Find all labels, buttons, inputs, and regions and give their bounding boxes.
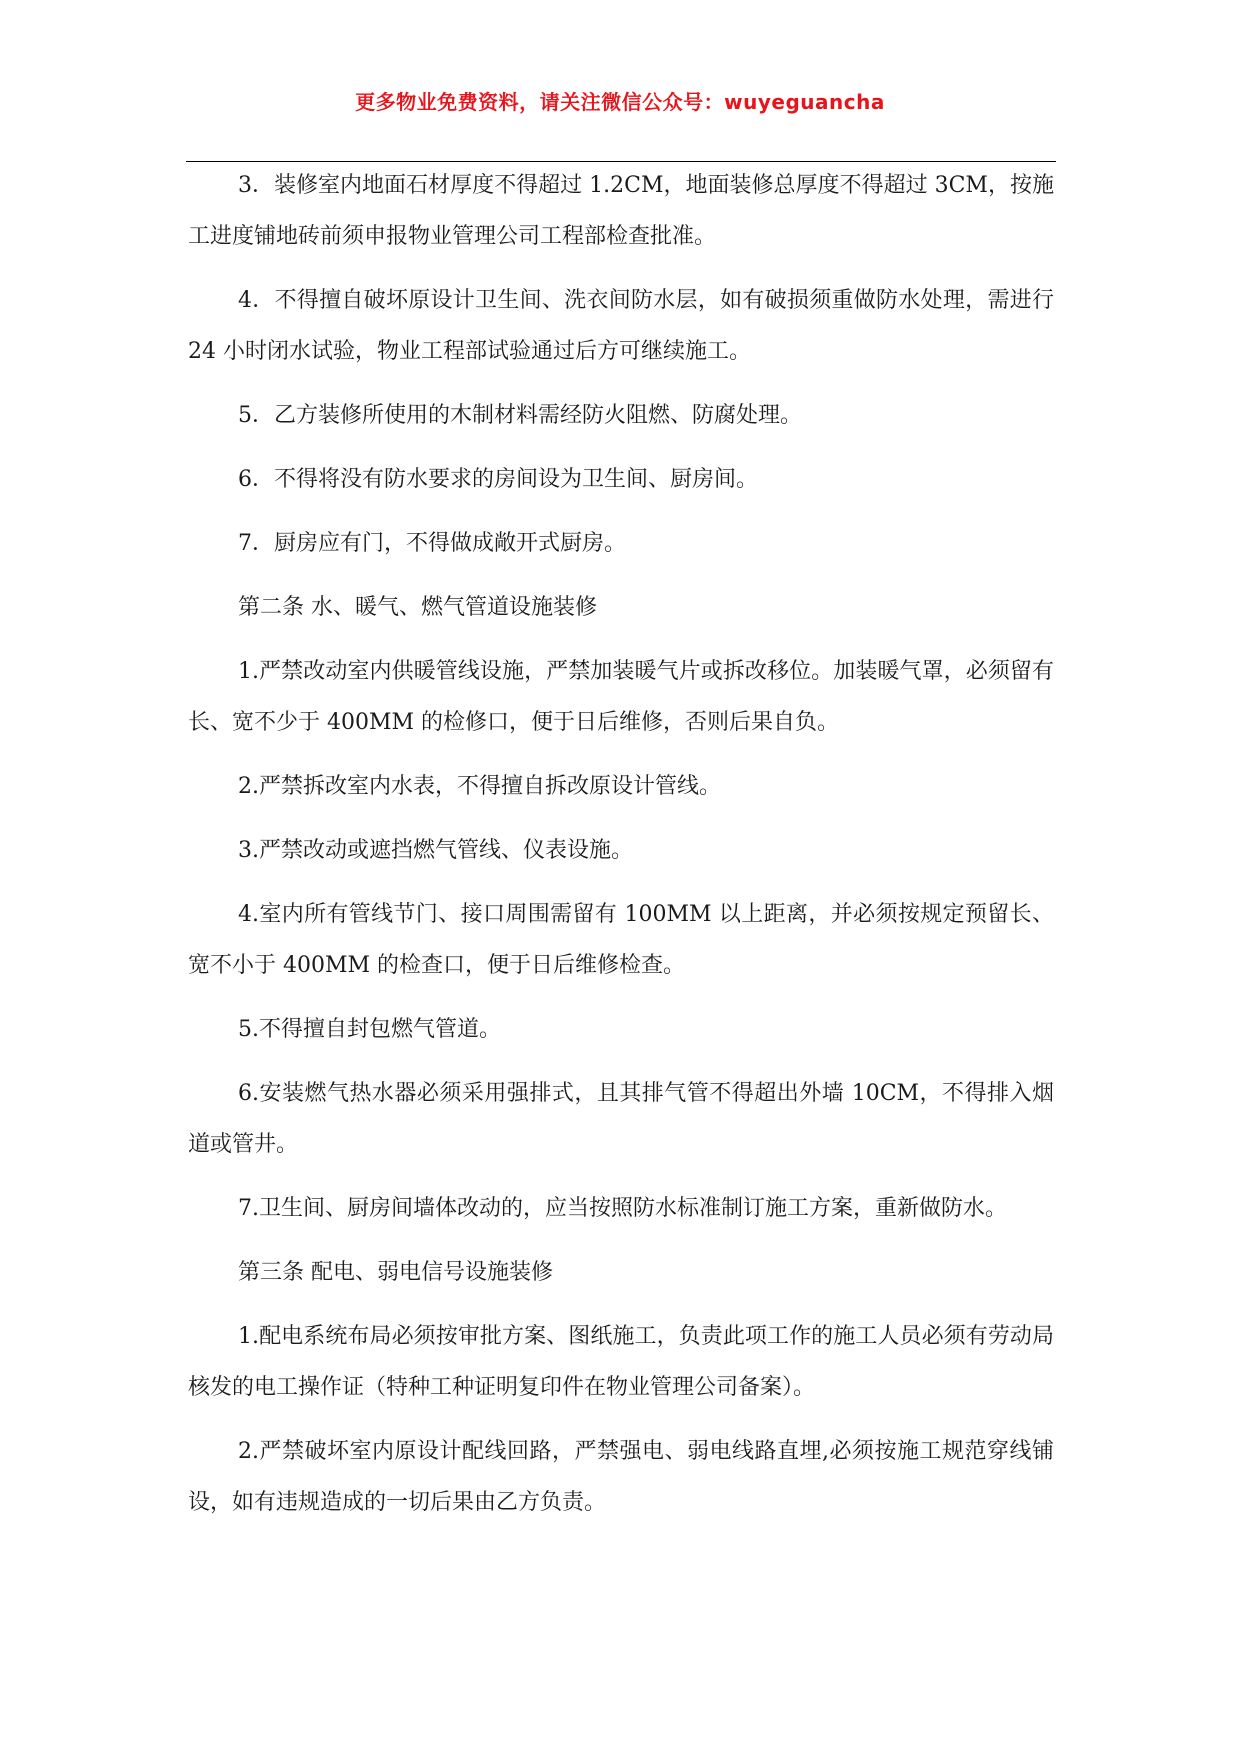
paragraph-wall-waterproofing: 7.卫生间、厨房间墙体改动的，应当按照防水标准制订施工方案，重新做防水。 bbox=[238, 1196, 1007, 1221]
paragraph-pipe-clearance: 4.室内所有管线节门、接口周围需留有 100MM 以上距离，并必须按规定预留长、宽不小于 400MM 的检查口，便于日后维修检查。 bbox=[188, 902, 1054, 978]
paragraph-water-meter: 2.严禁拆改室内水表，不得擅自拆改原设计管线。 bbox=[238, 774, 721, 799]
paragraph-heating-pipes: 1.严禁改动室内供暖管线设施，严禁加装暖气片或拆改移位。加装暖气罩，必须留有长、宽不少于 400MM 的检修口，便于日后维修，否则后果自负。 bbox=[188, 659, 1054, 735]
section-heading-article-3: 第三条 配电、弱电信号设施装修 bbox=[238, 1260, 553, 1285]
paragraph-gas-enclosure: 5.不得擅自封包燃气管道。 bbox=[238, 1017, 501, 1042]
page-header-promo: 更多物业免费资料，请关注微信公众号：wuyeguancha bbox=[355, 90, 885, 114]
paragraph-gas-pipes: 3.严禁改动或遮挡燃气管线、仪表设施。 bbox=[238, 838, 633, 863]
paragraph-gas-water-heater: 6.安装燃气热水器必须采用强排式，且其排气管不得超出外墙 10CM，不得排入烟道或管井。 bbox=[188, 1081, 1054, 1157]
paragraph-wood-fireproof: 5．乙方装修所使用的木制材料需经防火阻燃、防腐处理。 bbox=[238, 403, 802, 428]
paragraph-wiring-plan: 1.配电系统布局必须按审批方案、图纸施工，负责此项工作的施工人员必须有劳动局核发的电工操作证（特种工种证明复印件在物业管理公司备案）。 bbox=[188, 1324, 1054, 1400]
paragraph-no-bathroom-conversion: 6．不得将没有防水要求的房间设为卫生间、厨房间。 bbox=[238, 467, 758, 492]
paragraph-wiring-circuits: 2.严禁破坏室内原设计配线回路，严禁强电、弱电线路直埋,必须按施工规范穿线铺设，如有违规造成的一切后果由乙方负责。 bbox=[188, 1439, 1054, 1515]
paragraph-kitchen-door: 7．厨房应有门，不得做成敞开式厨房。 bbox=[238, 531, 626, 556]
document-body bbox=[188, 160, 1054, 1541]
paragraph-waterproof-layer: 4．不得擅自破坏原设计卫生间、洗衣间防水层，如有破损须重做防水处理，需进行 24 小时闭水试验，物业工程部试验通过后方可继续施工。 bbox=[188, 288, 1054, 364]
paragraph-floor-stone-thickness: 3．装修室内地面石材厚度不得超过 1.2CM，地面装修总厚度不得超过 3CM，按施工进度铺地砖前须申报物业管理公司工程部检查批准。 bbox=[188, 173, 1054, 249]
section-heading-article-2: 第二条 水、暖气、燃气管道设施装修 bbox=[238, 595, 597, 620]
